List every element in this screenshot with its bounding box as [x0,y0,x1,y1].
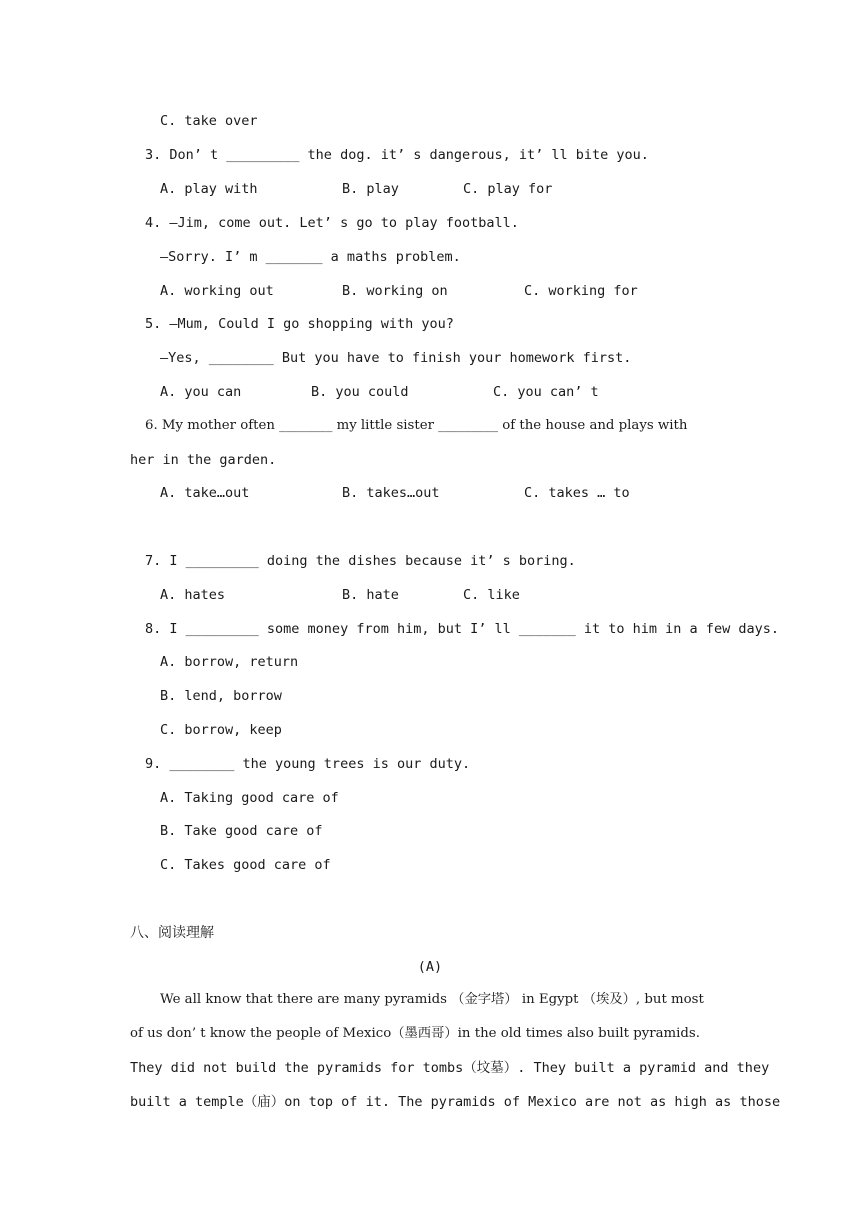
q7-option-a: A. hates [160,587,226,603]
q4-option-c: C. working for [524,283,638,299]
q5-option-b: B. you could [311,384,409,400]
q9-option-c: C. Takes good care of [160,857,331,873]
q5-reply: —Yes, ________ But you have to finish your homework first. [160,350,632,366]
q6-option-c: C. takes … to [524,485,630,501]
q6-stem-continued: her in the garden. [130,452,277,468]
q2-option-c: C. take over [160,113,258,129]
q5-stem: 5. —Mum, Could I go shopping with you? [145,316,454,332]
passage-label: (A) [417,959,443,975]
q3-option-b: B. play [342,181,399,197]
q7-option-c: C. like [463,587,520,603]
passage-line-4: built a temple（庙）on top of it. The pyramids of Mexico are not as high as those [130,1094,781,1110]
passage-line-3: They did not build the pyramids for tombs（坟墓）. They built a pyramid and they [130,1060,770,1076]
q8-option-c: C. borrow, keep [160,722,282,738]
q9-option-b: B. Take good care of [160,823,323,839]
q8-option-a: A. borrow, return [160,654,299,670]
q8-stem: 8. I _________ some money from him, but I’ ll _______ it to him in a few days. [145,621,779,637]
q4-option-a: A. working out [160,283,274,299]
q8-option-b: B. lend, borrow [160,688,282,704]
q9-stem: 9. ________ the young trees is our duty. [145,756,471,772]
q3-option-a: A. play with [160,181,258,197]
q6-option-a: A. take…out [160,485,250,501]
q3-stem: 3. Don’ t _________ the dog. it’ s dangerous, it’ ll bite you. [145,147,649,163]
passage-line-1: We all know that there are many pyramids （金字塔） in Egypt （埃及）, but most [160,992,704,1007]
q5-option-c: C. you can’ t [493,384,599,400]
q6-option-b: B. takes…out [342,485,440,501]
q6-stem: 6. My mother often ________ my little sister _________ of the house and plays with [145,418,688,433]
q7-stem: 7. I _________ doing the dishes because it’ s boring. [145,553,576,569]
q4-reply: —Sorry. I’ m _______ a maths problem. [160,249,461,265]
q4-stem: 4. —Jim, come out. Let’ s go to play football. [145,215,519,231]
section-heading: 八、阅读理解 [130,925,214,941]
q7-option-b: B. hate [342,587,399,603]
passage-line-2: of us don’ t know the people of Mexico（墨西哥）in the old times also built pyramids. [130,1026,700,1041]
q5-option-a: A. you can [160,384,242,400]
q3-option-c: C. play for [463,181,553,197]
q4-option-b: B. working on [342,283,448,299]
q9-option-a: A. Taking good care of [160,790,339,806]
